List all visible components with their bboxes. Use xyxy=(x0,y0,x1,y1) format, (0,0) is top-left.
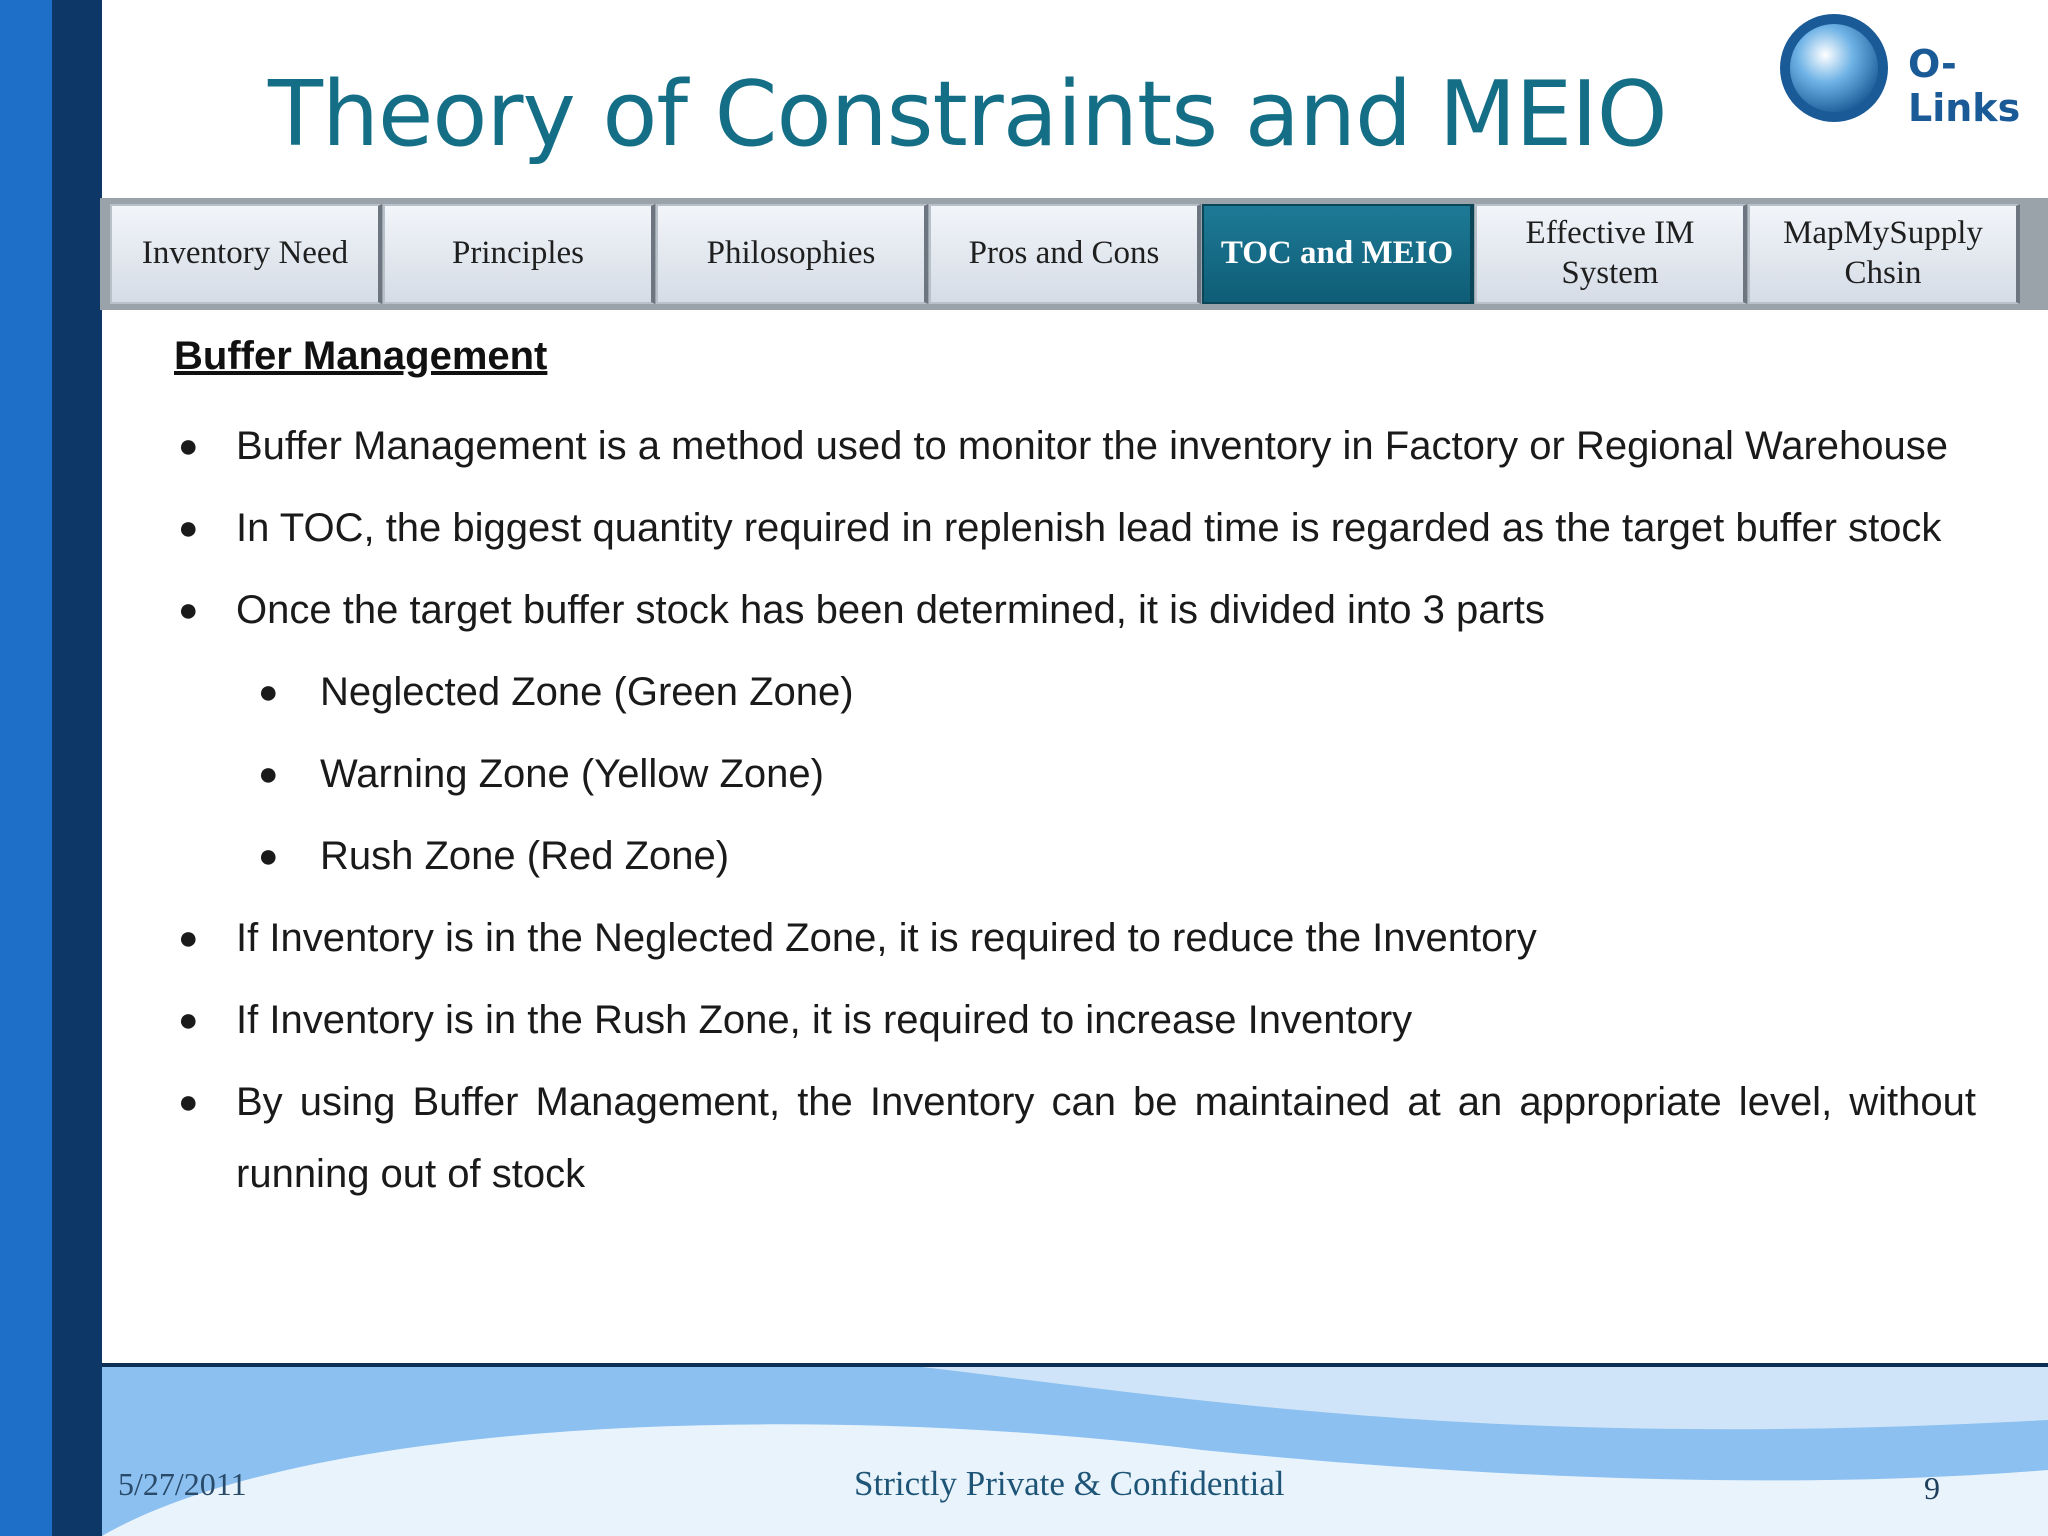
section-nav-bar xyxy=(100,198,2048,310)
footer-wave xyxy=(102,1360,2048,1536)
bullet-icon: ● xyxy=(178,509,199,547)
bullet-icon: ● xyxy=(258,837,279,875)
bullet-text: If Inventory is in the Rush Zone, it is required to increase Inventory xyxy=(236,998,1413,1042)
left-accent-bar xyxy=(0,0,52,1536)
bullet-text: Once the target buffer stock has been determined, it is divided into 3 parts xyxy=(236,588,1545,632)
list-item xyxy=(174,492,1976,564)
bullet-icon: ● xyxy=(178,427,199,465)
tab-toc-and-meio[interactable]: TOC and MEIO xyxy=(1202,204,1474,304)
sub-list-item xyxy=(258,656,1976,728)
bullet-text: Neglected Zone (Green Zone) xyxy=(320,670,854,714)
bullet-icon: ● xyxy=(178,919,199,957)
tab-pros-and-cons[interactable]: Pros and Cons xyxy=(929,204,1201,304)
list-item xyxy=(174,902,1976,974)
page-number: 9 xyxy=(1924,1470,1940,1506)
bullet-text: Buffer Management is a method used to monitor the inventory in Factory or Regional Warehouse xyxy=(236,424,1949,468)
bullet-text: If Inventory is in the Neglected Zone, it is required to reduce the Inventory xyxy=(236,916,1537,960)
tab-mapmysupply-chsin[interactable]: MapMySupply Chsin xyxy=(1748,204,2020,304)
bullet-text: Warning Zone (Yellow Zone) xyxy=(320,752,824,796)
footer-date: 5/27/2011 xyxy=(118,1466,247,1502)
section-heading: Buffer Management xyxy=(174,334,548,378)
left-accent-bar-dark xyxy=(52,0,102,1536)
list-item xyxy=(174,574,1976,646)
bullet-icon: ● xyxy=(178,1001,199,1039)
tab-principles[interactable]: Principles xyxy=(383,204,655,304)
bullet-icon: ● xyxy=(258,673,279,711)
tab-philosophies[interactable]: Philosophies xyxy=(656,204,928,304)
sub-list-item xyxy=(258,738,1976,810)
bullet-icon: ● xyxy=(178,1083,199,1121)
logo-text: O-Links xyxy=(1908,42,2021,130)
tab-effective-im-system[interactable]: Effective IM System xyxy=(1475,204,1747,304)
bullet-list xyxy=(174,410,1976,1220)
footer-confidential: Strictly Private & Confidential xyxy=(854,1464,1285,1503)
bullet-text: In TOC, the biggest quantity required in replenish lead time is regarded as the target buffer stock xyxy=(236,506,1942,550)
bullet-icon: ● xyxy=(258,755,279,793)
bullet-text: By using Buffer Management, the Inventory can be maintained at an appropriate level, without running out of stock xyxy=(236,1080,1976,1196)
list-item xyxy=(174,984,1976,1056)
slide-title: Theory of Constraints and MEIO xyxy=(268,62,1667,167)
bullet-icon: ● xyxy=(178,591,199,629)
tab-inventory-need[interactable]: Inventory Need xyxy=(110,204,382,304)
bullet-text: Rush Zone (Red Zone) xyxy=(320,834,730,878)
list-item xyxy=(174,1066,1976,1210)
list-item xyxy=(174,410,1976,482)
sub-list-item xyxy=(258,820,1976,892)
